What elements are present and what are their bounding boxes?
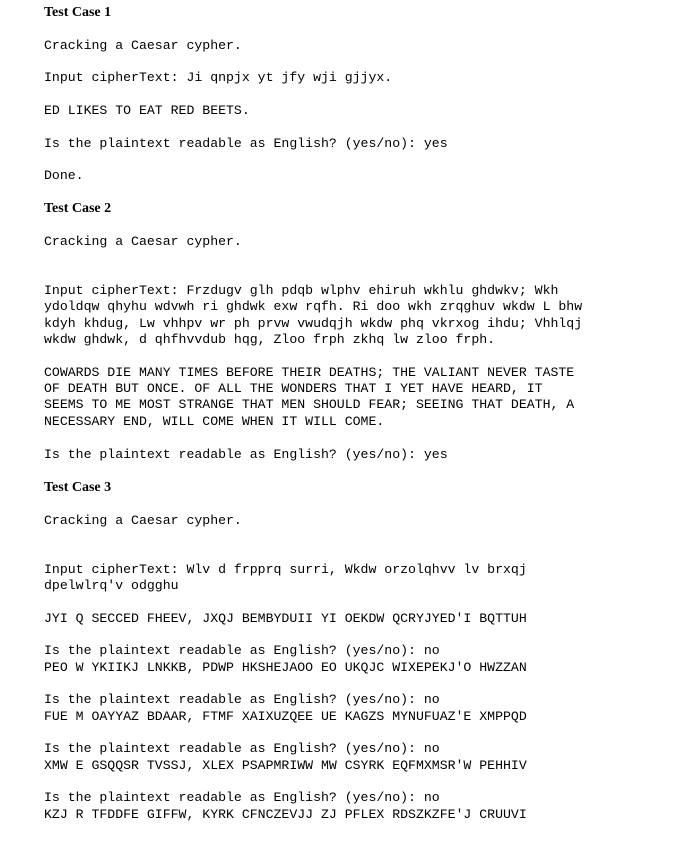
test-case-3-attempt-question: Is the plaintext readable as English? (yes/no): no [44, 692, 440, 707]
test-case-3-attempt-question: Is the plaintext readable as English? (yes/no): no [44, 741, 440, 756]
test-case-3-intro: Cracking a Caesar cypher. [44, 513, 242, 528]
test-case-2-question: Is the plaintext readable as English? (yes/no): yes [44, 447, 448, 462]
test-case-2-cipher-line: kdyh khdug, Lw vhhpv wr ph prvw vwudqjh wkdw phq vkrxog ihdu; Vhhlqj [44, 316, 583, 331]
test-case-2-cipher-line: wkdw ghdwk, d qhfhvvdub hqg, Zloo frph zkhq lw zloo frph. [44, 332, 496, 347]
test-case-3-cipher-line: Input cipherText: Wlv d frpprq surri, Wkdw orzolqhvv lv brxqj [44, 562, 527, 577]
test-case-2-cipher-line: Input cipherText: Frzdugv glh pdqb wlphv ehiruh wkhlu ghdwkv; Wkh [44, 283, 559, 298]
test-case-1-done: Done. [44, 168, 84, 183]
test-case-2-result-line: OF DEATH BUT ONCE. OF ALL THE WONDERS THAT I YET HAVE HEARD, IT [44, 381, 543, 396]
test-case-1-question: Is the plaintext readable as English? (yes/no): yes [44, 136, 448, 151]
test-case-3-attempt-question: Is the plaintext readable as English? (yes/no): no [44, 643, 440, 658]
test-case-1-heading: Test Case 1 [44, 5, 112, 20]
test-case-1-result-line: ED LIKES TO EAT RED BEETS. [44, 103, 250, 118]
test-case-2-result-line: COWARDS DIE MANY TIMES BEFORE THEIR DEATHS; THE VALIANT NEVER TASTE [44, 365, 575, 380]
test-case-2-result-line: SEEMS TO ME MOST STRANGE THAT MEN SHOULD FEAR; SEEING THAT DEATH, A [44, 397, 575, 412]
test-case-3-attempt-result: PEO W YKIIKJ LNKKB, PDWP HKSHEJAOO EO UKQJC WIXEPEKJ'O HWZZAN [44, 660, 527, 675]
test-case-2-heading: Test Case 2 [44, 201, 112, 216]
test-case-1-cipher-line: Input cipherText: Ji qnpjx yt jfy wji gjjyx. [44, 70, 393, 85]
test-case-3-attempt-question: Is the plaintext readable as English? (yes/no): no [44, 790, 440, 805]
test-case-3-cipher-line: dpelwlrq'v odgghu [44, 578, 179, 593]
test-case-2-intro: Cracking a Caesar cypher. [44, 234, 242, 249]
test-case-3-attempt-result: XMW E GSQQSR TVSSJ, XLEX PSAPMRIWW MW CSYRK EQFMXMSR'W PEHHIV [44, 758, 527, 773]
test-case-2-cipher-line: ydoldqw qhyhu wdvwh ri ghdwk exw rqfh. Ri doo wkh zrqghuv wkdw L bhw [44, 299, 583, 314]
test-case-3-attempt-result: FUE M OAYYAZ BDAAR, FTMF XAIXUZQEE UE KAGZS MYNUFUAZ'E XMPPQD [44, 709, 527, 724]
test-case-3-heading: Test Case 3 [44, 480, 112, 495]
test-case-3-attempt-result: KZJ R TFDDFE GIFFW, KYRK CFNCZEVJJ ZJ PFLEX RDSZKZFE'J CRUUVI [44, 807, 527, 822]
test-case-2-result-line: NECESSARY END, WILL COME WHEN IT WILL COME. [44, 414, 385, 429]
test-case-1-intro: Cracking a Caesar cypher. [44, 38, 242, 53]
test-case-3-result-line: JYI Q SECCED FHEEV, JXQJ BEMBYDUII YI OEKDW QCRYJYED'I BQTTUH [44, 611, 527, 626]
